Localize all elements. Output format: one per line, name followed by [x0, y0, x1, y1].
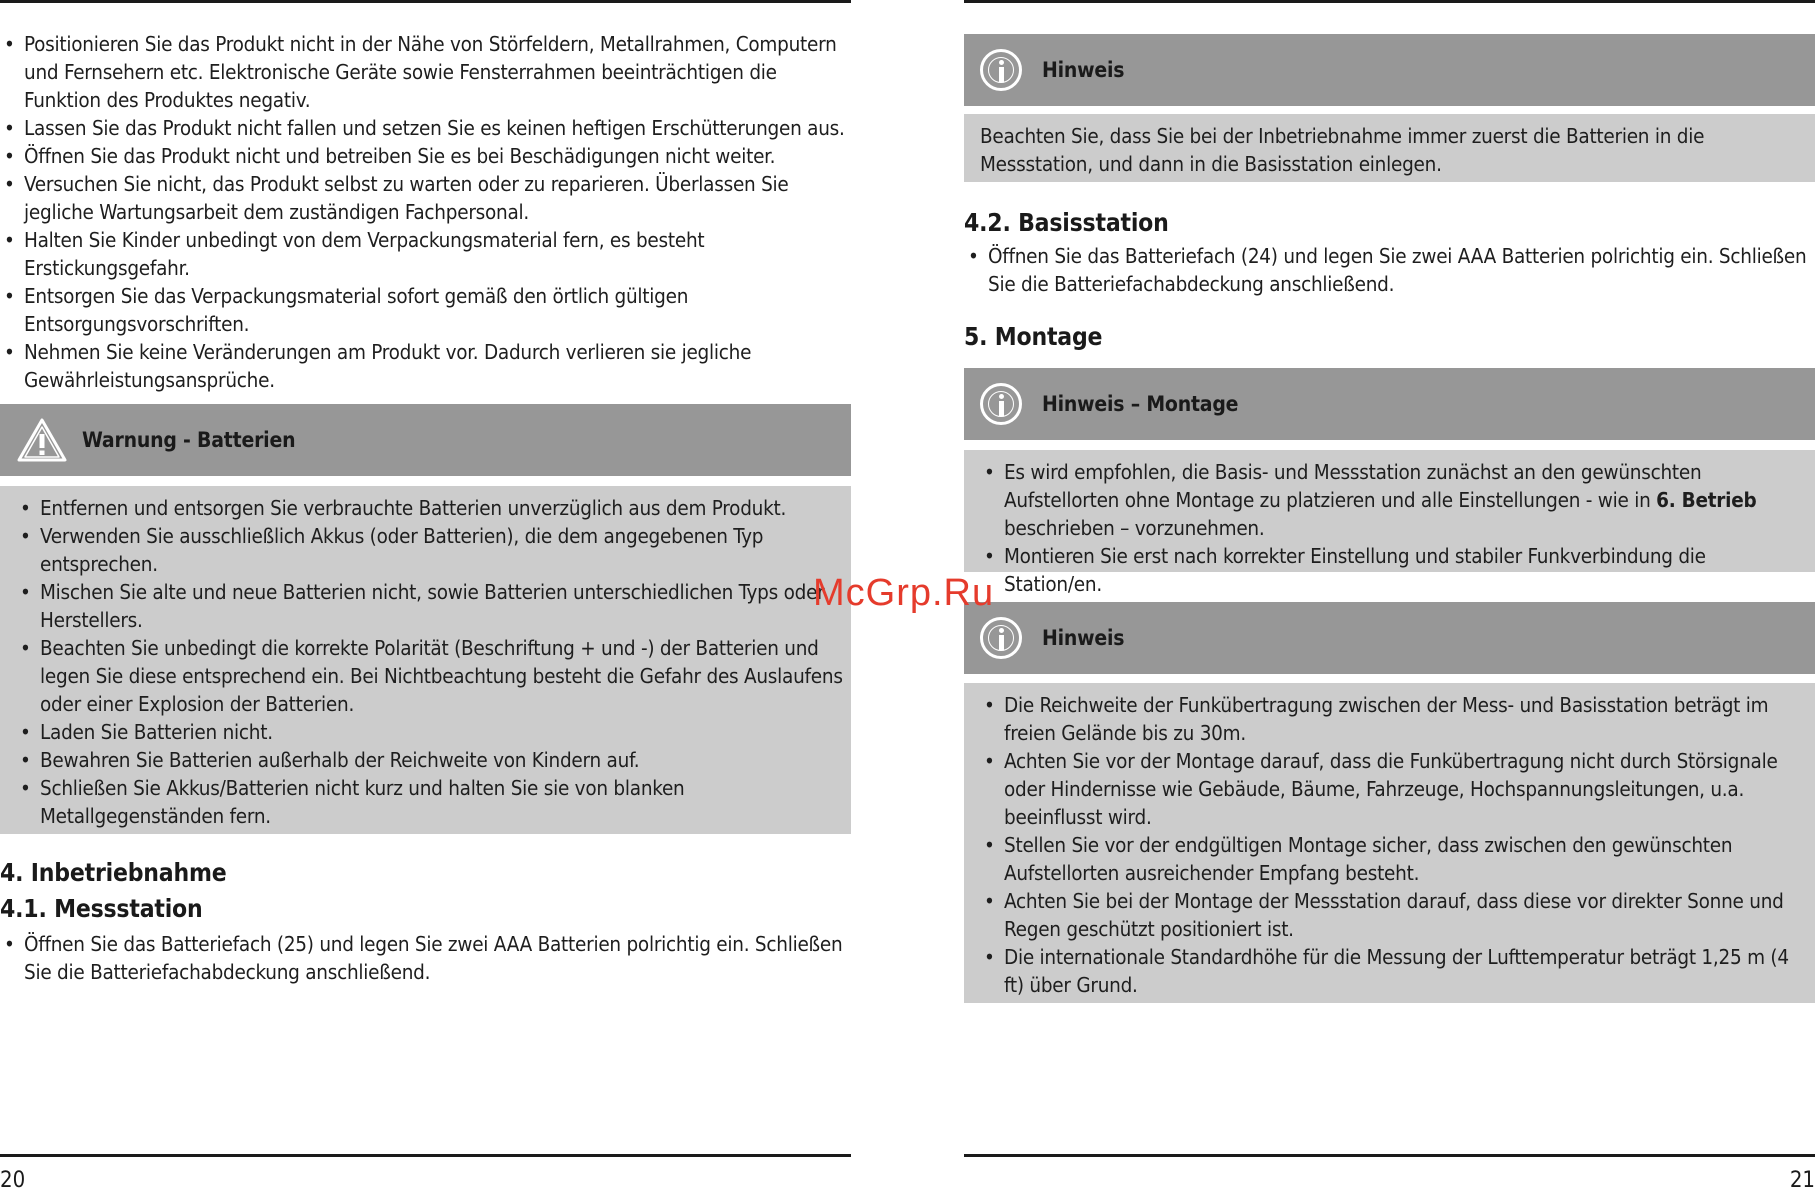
list-item: • Bewahren Sie Batterien außerhalb der Reichweite von Kindern auf. — [16, 746, 846, 774]
warning-triangle-icon — [16, 417, 68, 463]
page-number: 21 — [1789, 1168, 1815, 1193]
section-4-1-heading: 4.1. Messstation — [0, 894, 203, 923]
list-item: • Die Reichweite der Funkübertragung zwischen der Mess- und Basisstation beträgt im freien Gelände bis zu 30m. — [980, 691, 1795, 747]
list-item: • Positionieren Sie das Produkt nicht in der Nähe von Störfeldern, Metallrahmen, Computern und Fernsehern etc. Elektronische Geräte sowie Fensterrahmen beeinträchtigen die Funktion des Produktes negativ. — [0, 30, 845, 114]
list-item-text: beschrieben – vorzunehmen. — [1004, 516, 1265, 540]
range-note-box — [964, 683, 1815, 1003]
section-4-2-heading: 4.2. Basisstation — [964, 208, 1169, 237]
range-note-list — [980, 691, 1795, 999]
bottom-rule — [0, 1154, 851, 1157]
warning-banner — [0, 404, 851, 476]
list-item: • Achten Sie vor der Montage darauf, dass die Funkübertragung nicht durch Störsignale oder Hindernisse wie Gebäude, Bäume, Fahrzeuge, Hochspannungsleitungen, u.a. beeinflusst wird. — [980, 747, 1795, 831]
watermark: McGrp.Ru — [813, 572, 995, 614]
montage-note-title: Hinweis – Montage — [1042, 392, 1239, 416]
list-item: • Montieren Sie erst nach korrekter Einstellung und stabiler Funkverbindung die Station/en. — [980, 542, 1795, 598]
list-item: • Lassen Sie das Produkt nicht fallen und setzen Sie es keinen heftigen Erschütterungen aus. — [0, 114, 845, 142]
warning-title: Warnung - Batterien — [82, 428, 296, 452]
montage-note-banner — [964, 368, 1815, 440]
list-item: • Verwenden Sie ausschließlich Akkus (oder Batterien), die dem angegebenen Typ entsprechen. — [16, 522, 846, 578]
note-box — [964, 114, 1815, 182]
list-item: • Öffnen Sie das Produkt nicht und betreiben Sie es bei Beschädigungen nicht weiter. — [0, 142, 845, 170]
note-banner — [964, 34, 1815, 106]
list-item: • Beachten Sie unbedingt die korrekte Polarität (Beschriftung + und -) der Batterien und legen Sie diese entsprechend ein. Bei Nichtbeachtung besteht die Gefahr des Auslaufens oder einer Explosion der Batterien. — [16, 634, 846, 718]
basisstation-list — [964, 242, 1815, 298]
info-circle-icon — [980, 49, 1022, 91]
safety-bullet-list — [0, 30, 845, 394]
list-item: • Stellen Sie vor der endgültigen Montage sicher, dass zwischen den gewünschten Aufstellorten ausreichender Empfang besteht. — [980, 831, 1795, 887]
list-item: • Schließen Sie Akkus/Batterien nicht kurz und halten Sie sie von blanken Metallgegenständen fern. — [16, 774, 846, 830]
page-number: 20 — [0, 1168, 26, 1193]
battery-warning-list — [16, 494, 846, 830]
list-item-text: Es wird empfohlen, die Basis- und Messstation zunächst an den gewünschten Aufstellorten ohne Montage zu platzieren und alle Einstellungen - wie in — [1004, 460, 1702, 512]
messstation-list — [0, 930, 851, 986]
list-item — [980, 458, 1795, 542]
section-5-heading: 5. Montage — [964, 322, 1103, 351]
list-item: • Entsorgen Sie das Verpackungsmaterial sofort gemäß den örtlich gültigen Entsorgungsvorschriften. — [0, 282, 845, 338]
montage-note-list — [980, 458, 1795, 598]
note-text: Beachten Sie, dass Sie bei der Inbetriebnahme immer zuerst die Batterien in die Messstation, und dann in die Basisstation einlegen. — [980, 124, 1705, 176]
right-page — [964, 0, 1815, 1195]
info-circle-icon — [980, 617, 1022, 659]
list-item: • Öffnen Sie das Batteriefach (25) und legen Sie zwei AAA Batterien polrichtig ein. Schließen Sie die Batteriefachabdeckung anschließend. — [0, 930, 851, 986]
top-rule — [964, 0, 1815, 3]
info-circle-icon — [980, 383, 1022, 425]
list-item: • Öffnen Sie das Batteriefach (24) und legen Sie zwei AAA Batterien polrichtig ein. Schließen Sie die Batteriefachabdeckung anschließend. — [964, 242, 1815, 298]
bottom-rule — [964, 1154, 1815, 1157]
list-item: • Nehmen Sie keine Veränderungen am Produkt vor. Dadurch verlieren sie jegliche Gewährleistungsansprüche. — [0, 338, 845, 394]
range-note-banner — [964, 602, 1815, 674]
range-note-title: Hinweis — [1042, 626, 1125, 650]
warning-box — [0, 486, 851, 834]
list-item: • Halten Sie Kinder unbedingt von dem Verpackungsmaterial fern, es besteht Erstickungsgefahr. — [0, 226, 845, 282]
list-item: • Entfernen und entsorgen Sie verbrauchte Batterien unverzüglich aus dem Produkt. — [16, 494, 846, 522]
left-page — [0, 0, 851, 1195]
list-item: • Versuchen Sie nicht, das Produkt selbst zu warten oder zu reparieren. Überlassen Sie jegliche Wartungsarbeit dem zuständigen Fachpersonal. — [0, 170, 845, 226]
section-reference: 6. Betrieb — [1656, 488, 1757, 512]
note-title: Hinweis — [1042, 58, 1125, 82]
list-item: • Mischen Sie alte und neue Batterien nicht, sowie Batterien unterschiedlichen Typs oder Herstellers. — [16, 578, 846, 634]
section-4-heading: 4. Inbetriebnahme — [0, 858, 227, 887]
list-item: • Die internationale Standardhöhe für die Messung der Lufttemperatur beträgt 1,25 m (4 ft) über Grund. — [980, 943, 1795, 999]
list-item: • Achten Sie bei der Montage der Messstation darauf, dass diese vor direkter Sonne und Regen geschützt positioniert ist. — [980, 887, 1795, 943]
montage-note-box — [964, 450, 1815, 596]
list-item: • Laden Sie Batterien nicht. — [16, 718, 846, 746]
top-rule — [0, 0, 851, 3]
